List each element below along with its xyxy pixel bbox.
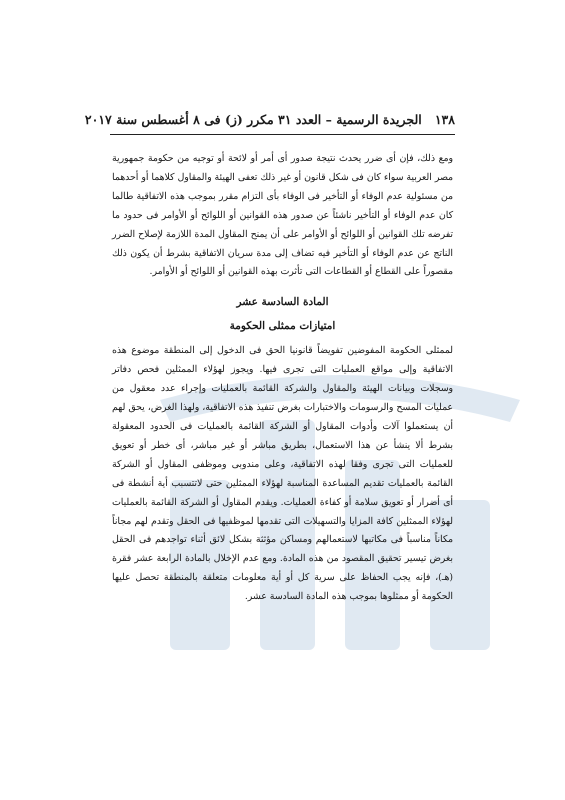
gazette-title: الجريدة الرسمية – العدد ٣١ مكرر (ز) فى ٨ أغسطس سنة ٢٠١٧ [84, 112, 422, 127]
article-number-heading: المادة السادسة عشر [236, 296, 329, 309]
page-header [84, 112, 455, 127]
page-number: ١٣٨ [434, 112, 455, 127]
article-title-heading: امتيازات ممثلى الحكومة [229, 320, 336, 333]
paragraph-government-representatives: لممثلى الحكومة المفوضين تفويضاً قانونيا الحق فى الدخول إلى المنطقة موضوع هذه الاتفاقية وإلى مواقع العمليات التى تجرى فيها. ويجوز لهؤلاء الممثلين فحص دفاتر وسجلات وبيانات الهيئة والمقاول والشركة القائمة بالعمليات وإجراء عدد معقول من عمليات المسح والرسومات والاختبارات بغرض تنفيذ هذه الاتفاقية، ولهذا الغرض، يحق لهم أن يستعملوا آلات وأدوات المقاول أو الشركة القائمة بالعمليات فى الحدود المعقولة بشرط ألا ينشأ عن هذا الاستعمال، بطريق مباشر أو غير مباشر، أى خطر أو تعويق للعمليات التى تجرى وفقا لهذه الاتفاقية، وعلى مندوبى وموظفى المقاول أو الشركة القائمة بالعمليات تقديم المساعدة المناسبة لهؤلاء الممثلين حتى لاتتسبب أية أنشطة فى أى أضرار أو تعويق سلامة أو كفاءة العمليات. ويقدم المقاول أو الشركة القائمة بالعمليات لهؤلاء الممثلين كافة المزايا والتسهيلات التى تقدمها لموظفيها فى الحقل وتقدم لهم مجاناً مكاناً مناسباً فى مكاتبها لاستعمالهم ومساكن مؤثثة بشكل لائق أثناء تواجدهم فى الحقل بغرض تيسير تحقيق المقصود من هذه المادة. ومع عدم الإخلال بالمادة الرابعة عشر فقرة (هـ)، فإنه يجب الحفاظ على سرية كل أو أية معلومات متعلقة بالمنطقة تحصل عليها الحكومة أو ممثلوها بموجب هذه المادة السادسة عشر. [112, 345, 453, 603]
header-divider [110, 134, 455, 135]
document-body [112, 150, 453, 607]
paragraph-force-majeure: ومع ذلك، فإن أى ضرر يحدث نتيجة صدور أى أمر أو لائحة أو توجيه من حكومة جمهورية مصر العربية سواء كان فى شكل قانون أو غير ذلك تعفى الهيئة والمقاول كلاهما أو أحدهما من مسئولية عدم الوفاء أو التأخير فى الوفاء بأى التزام مقرر بموجب هذه الاتفاقية طالما كان عدم الوفاء أو التأخير ناشئاً عن صدور هذه القوانين أو اللوائح أو الأوامر فى حدود ما تفرضه تلك القوانين أو اللوائح أو الأوامر على أن يمنح المقاول المدة اللازمة لإصلاح الضرر الناتج عن عدم الوفاء أو التأخير فيه تضاف إلى مدة سريان الاتفاقية بشرط أن يكون ذلك مقصوراً على القطاع أو القطاعات التى تأثرت بهذه القوانين أو اللوائح أو الأوامر. [112, 153, 453, 278]
